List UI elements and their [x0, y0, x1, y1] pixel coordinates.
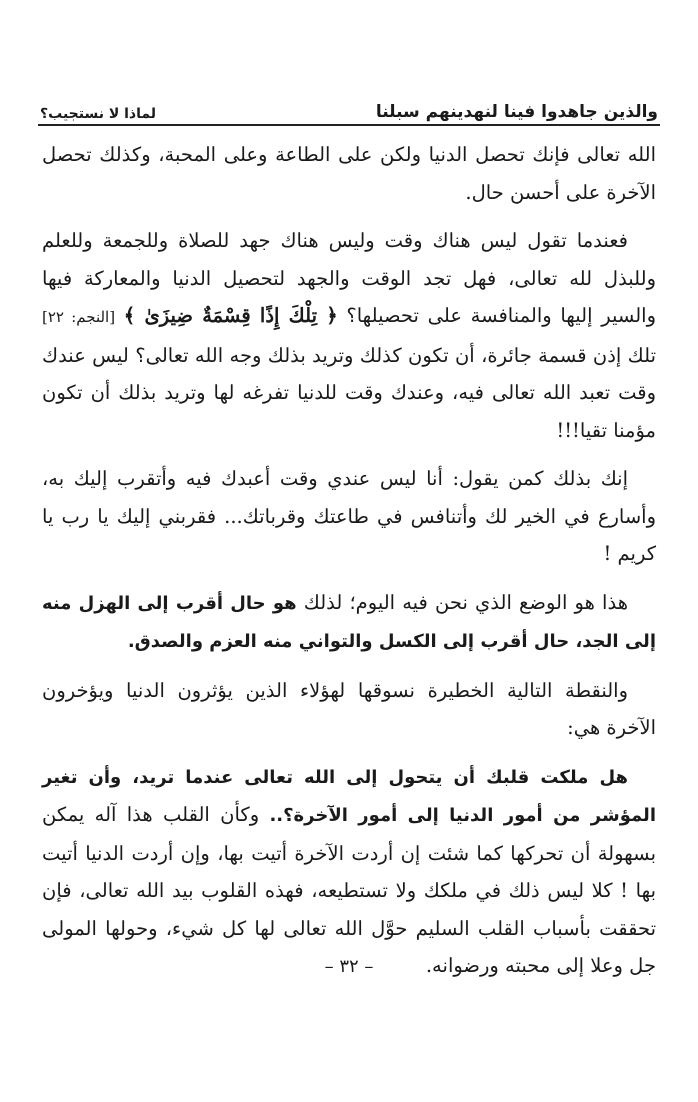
paragraph-5 [42, 672, 656, 747]
running-header [40, 88, 658, 122]
paragraph-6-emphasis: هل ملكت قلبك أن يتحول إلى الله تعالى عندما تريد، وأن تغير المؤشر من أمور الدنيا إلى أمور الآخرة؟.. [42, 766, 656, 826]
paragraph-1 [42, 136, 656, 211]
paragraph-6-text: وكأن القلب هذا آله يمكن بسهولة أن تحركها كما شئت إن أردت الآخرة أتيت بها، وإن أردت الدنيا أتيت بها ! كلا ليس ذلك في ملكك ولا تستطيعه، فهذه القلوب بيد الله تعالى، فإن تحققت بأسباب القلب السليم حوَّل الله تعالى لها كل شيء، وحولها المولى جل وعلا إلى محبته ورضوانه. [42, 803, 656, 977]
quran-verse: ﴿ تِلْكَ إِذًا قِسْمَةٌ ضِيزَىٰ ﴾ [123, 304, 338, 327]
paragraph-5-text: والنقطة التالية الخطيرة نسوقها لهؤلاء الذين يؤثرون الدنيا ويؤخرون الآخرة هي: [42, 678, 656, 739]
paragraph-4 [42, 584, 656, 661]
book-title: والذين جاهدوا فينا لنهدينهم سبلنا [375, 102, 658, 122]
verse-reference: [النجم: ٢٢] [42, 308, 116, 326]
paragraph-3-text: إنك بذلك كمن يقول: أنا ليس عندي وقت أعبدك فيه وأتقرب إليك به، وأسارع في الخير لك وأتنافس في طاعتك وقرباتك... فقربني إليك يا رب يا كريم ! [42, 467, 656, 565]
header-rule [38, 124, 660, 126]
paragraph-4-emphasis: هو حال أقرب إلى الهزل منه إلى الجد، حال أقرب إلى الكسل والتواني منه العزم والصدق. [42, 592, 656, 652]
paragraph-3 [42, 460, 656, 573]
page-body [42, 136, 656, 996]
paragraph-2 [42, 222, 656, 449]
paragraph-2-text-b: تلك إذن قسمة جائرة، أن تكون كذلك وتريد بذلك وجه الله تعالى؟ ليس عندك وقت تعبد الله تعالى فيه، وعندك وقت للدنيا تفرغه لها وتريد بذلك أن تكون مؤمنا تقيا!!! [42, 343, 656, 442]
page-number: – ٣٢ – [324, 956, 374, 977]
paragraph-4-text: هذا هو الوضع الذي نحن فيه اليوم؛ لذلك [303, 590, 628, 614]
chapter-title: لماذا لا نستجيب؟ [40, 106, 157, 122]
paragraph-1-text: الله تعالى فإنك تحصل الدنيا ولكن على الطاعة وعلى المحبة، وكذلك تحصل الآخرة على أحسن حال. [42, 143, 656, 204]
paragraph-2-text-a: فعندما تقول ليس هناك وقت وليس هناك جهد للصلاة وللجمعة وللعلم وللبذل لله تعالى، فهل تجد الوقت والجهد لتحصيل الدنيا والمعاركة فيها والسير إليها والمنافسة على تحصيلها؟ [42, 229, 657, 327]
paragraph-6 [42, 758, 656, 985]
